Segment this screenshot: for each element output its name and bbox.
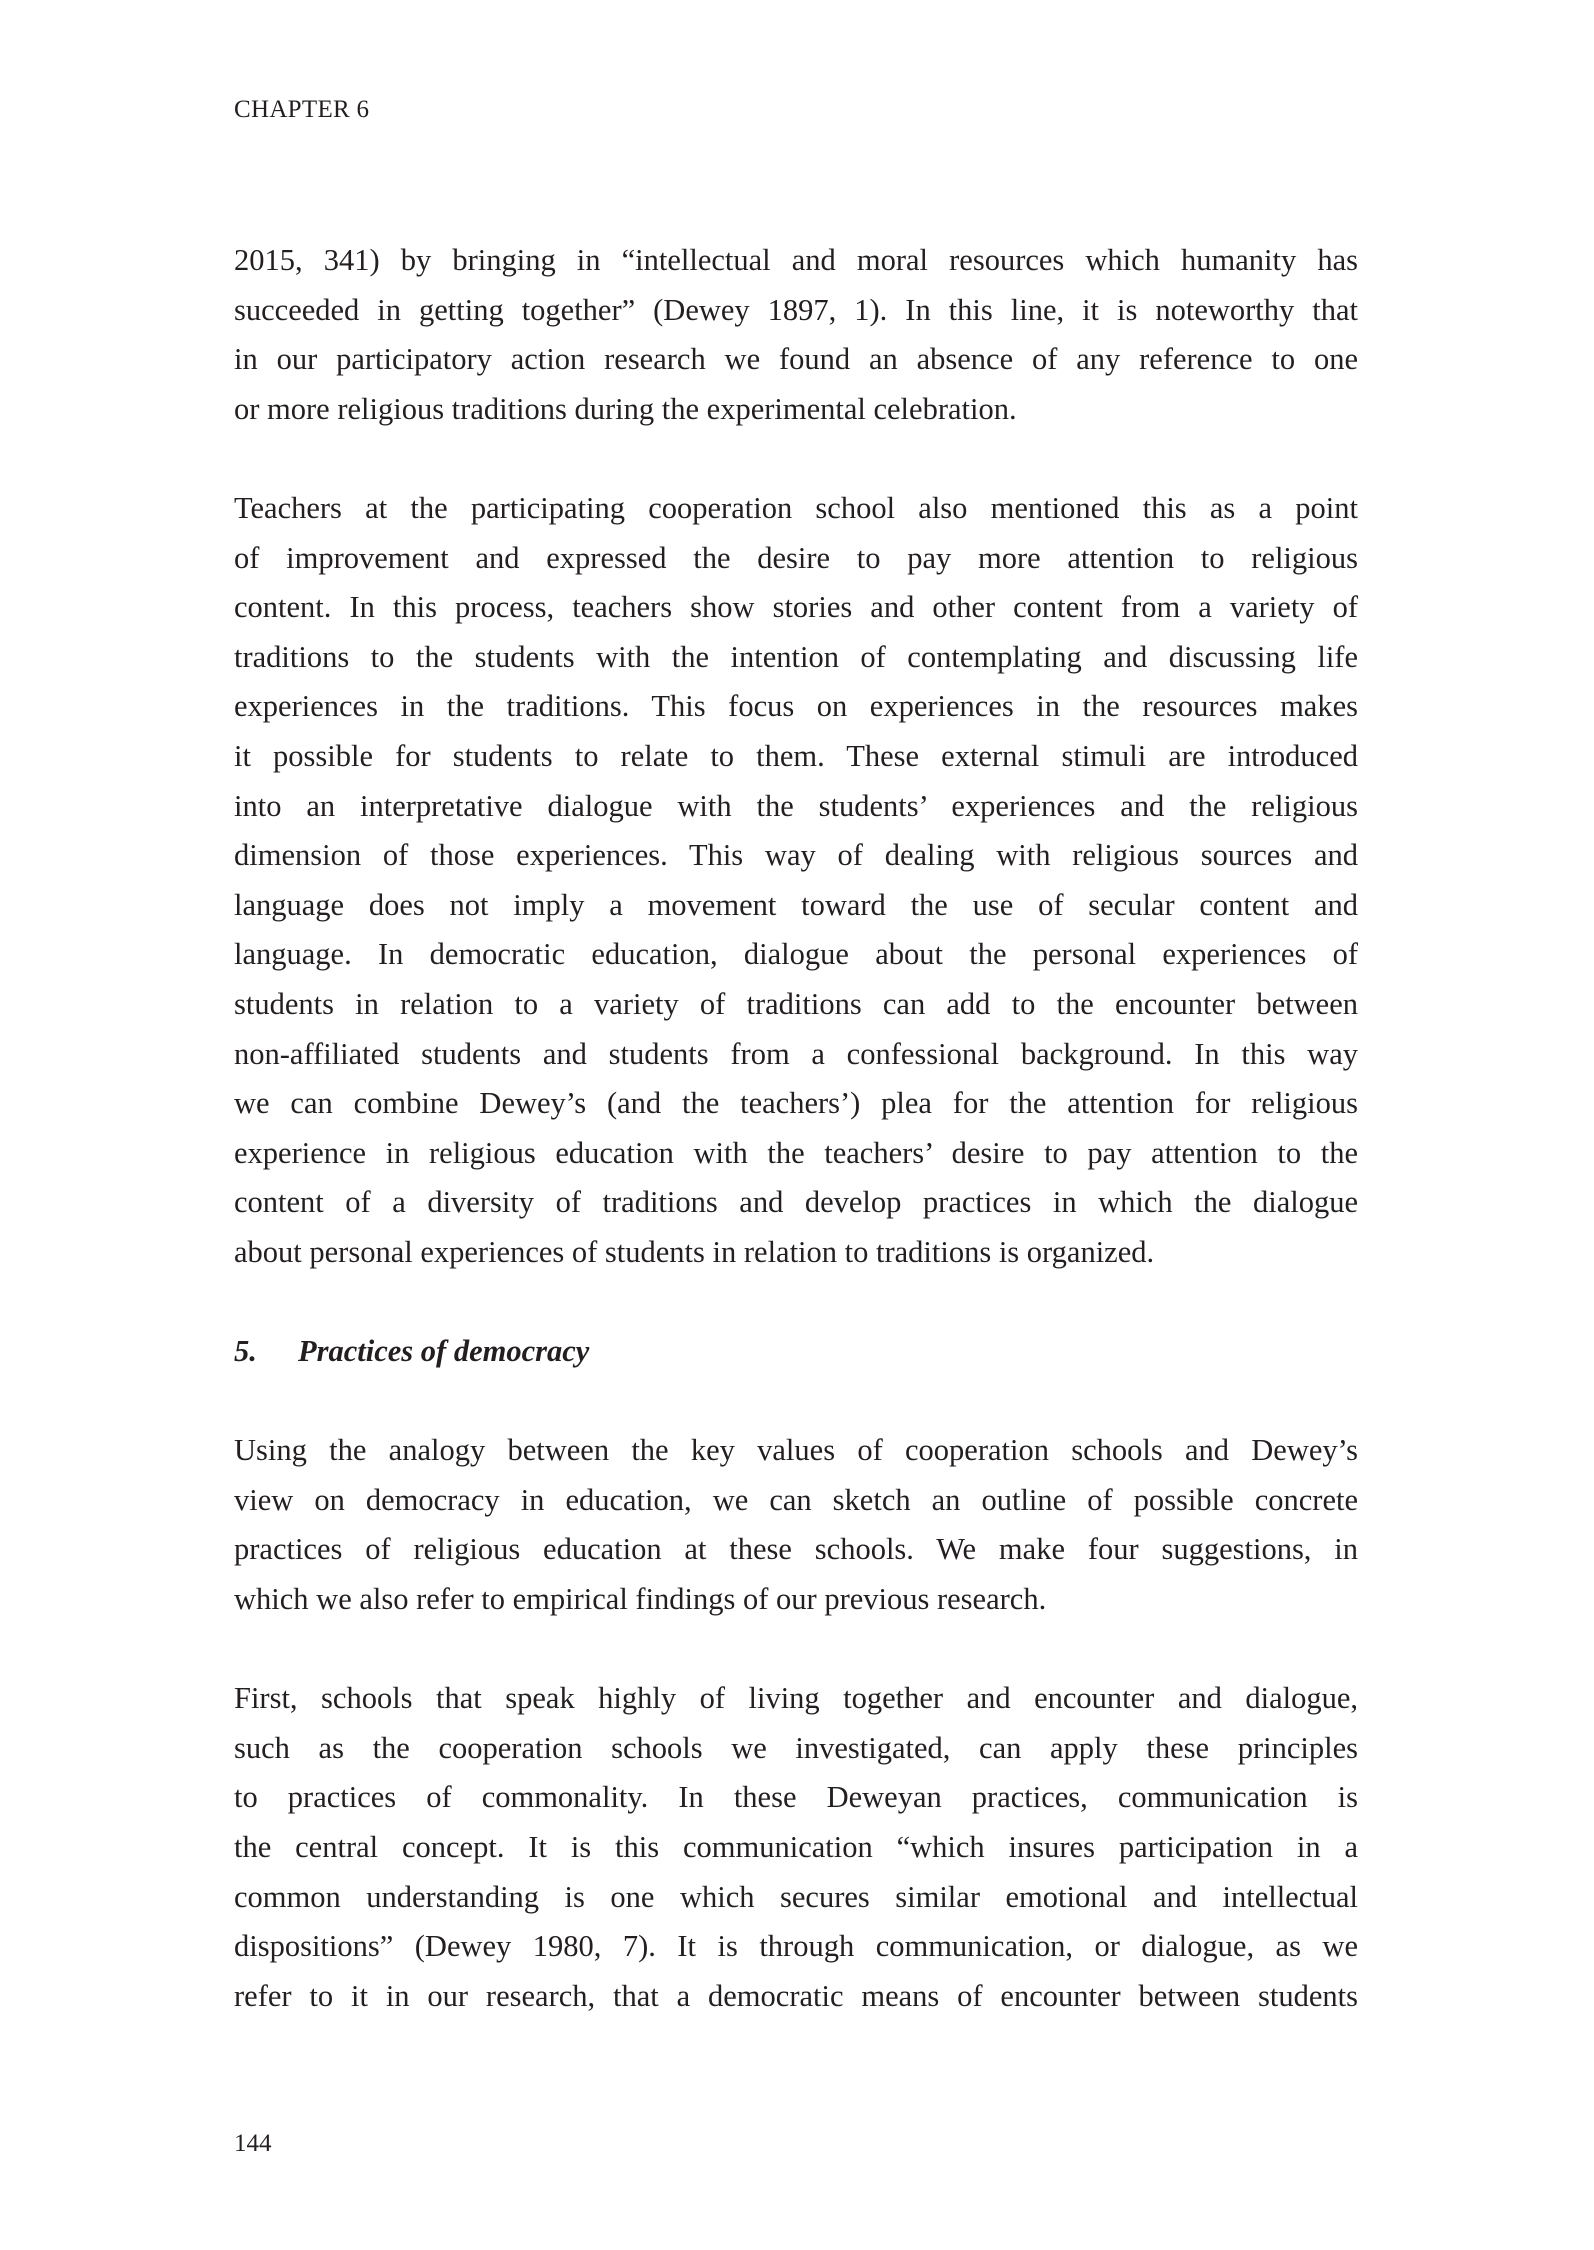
- text-line: dimension of those experiences. This way of dealing with religious sources and: [234, 838, 1358, 873]
- page-number: 144: [234, 2130, 272, 2157]
- text-line: about personal experiences of students in relation to traditions is organized.: [234, 1234, 1155, 1269]
- text-line: view on democracy in education, we can sketch an outline of possible concrete: [234, 1482, 1358, 1517]
- text-line: content of a diversity of traditions and develop practices in which the dialogue: [234, 1185, 1358, 1220]
- text-line: Using the analogy between the key values of cooperation schools and Dewey’s: [234, 1433, 1358, 1468]
- text-line: language. In democratic education, dialogue about the personal experiences of: [234, 937, 1358, 972]
- paragraph-2: [234, 484, 1358, 1278]
- text-line: the central concept. It is this communication “which insures participation in a: [234, 1830, 1358, 1864]
- section-title: Practices of democracy: [298, 1334, 590, 1369]
- text-line: practices of religious education at these schools. We make four suggestions, in: [234, 1532, 1358, 1567]
- text-line: succeeded in getting together” (Dewey 1897, 1). In this line, it is noteworthy that: [234, 292, 1358, 327]
- paragraph-1: [234, 236, 1358, 434]
- text-line: which we also refer to empirical findings of our previous research.: [234, 1582, 1047, 1617]
- text-line: language does not imply a movement toward the use of secular content and: [234, 887, 1358, 922]
- text-line: experiences in the traditions. This focus on experiences in the resources makes: [234, 689, 1358, 724]
- text-line: content. In this process, teachers show stories and other content from a variety of: [234, 590, 1358, 625]
- text-line: we can combine Dewey’s (and the teachers’) plea for the attention for religious: [234, 1086, 1358, 1121]
- section-number: 5.: [234, 1334, 257, 1369]
- text-line: First, schools that speak highly of living together and encounter and dialogue,: [234, 1681, 1358, 1716]
- text-line: such as the cooperation schools we investigated, can apply these principles: [234, 1730, 1358, 1765]
- section-heading: [234, 1327, 1358, 1377]
- text-line: it possible for students to relate to them. These external stimuli are introduced: [234, 738, 1358, 773]
- text-line: common understanding is one which secures similar emotional and intellectual: [234, 1879, 1358, 1914]
- running-head: CHAPTER 6: [234, 96, 370, 123]
- text-line: dispositions” (Dewey 1980, 7). It is through communication, or dialogue, as we: [234, 1929, 1358, 1964]
- paragraph-4: [234, 1674, 1358, 2021]
- text-line: to practices of commonality. In these Deweyan practices, communication is: [234, 1780, 1358, 1815]
- text-line: Teachers at the participating cooperation school also mentioned this as a point: [234, 490, 1358, 525]
- text-line: of improvement and expressed the desire to pay more attention to religious: [234, 540, 1358, 575]
- text-line: non-affiliated students and students from a confessional background. In this way: [234, 1036, 1358, 1071]
- text-line: in our participatory action research we found an absence of any reference to one: [234, 342, 1358, 377]
- text-line: students in relation to a variety of traditions can add to the encounter between: [234, 986, 1358, 1021]
- paragraph-3: [234, 1426, 1358, 1624]
- text-line: experience in religious education with the teachers’ desire to pay attention to the: [234, 1135, 1358, 1170]
- text-line: 2015, 341) by bringing in “intellectual and moral resources which humanity has: [234, 243, 1358, 277]
- text-line: traditions to the students with the intention of contemplating and discussing life: [234, 639, 1358, 674]
- text-line: or more religious traditions during the experimental celebration.: [234, 391, 1017, 426]
- body-text: [234, 236, 1358, 2071]
- text-line: refer to it in our research, that a democratic means of encounter between students: [234, 1978, 1358, 2013]
- text-line: into an interpretative dialogue with the students’ experiences and the religious: [234, 788, 1358, 823]
